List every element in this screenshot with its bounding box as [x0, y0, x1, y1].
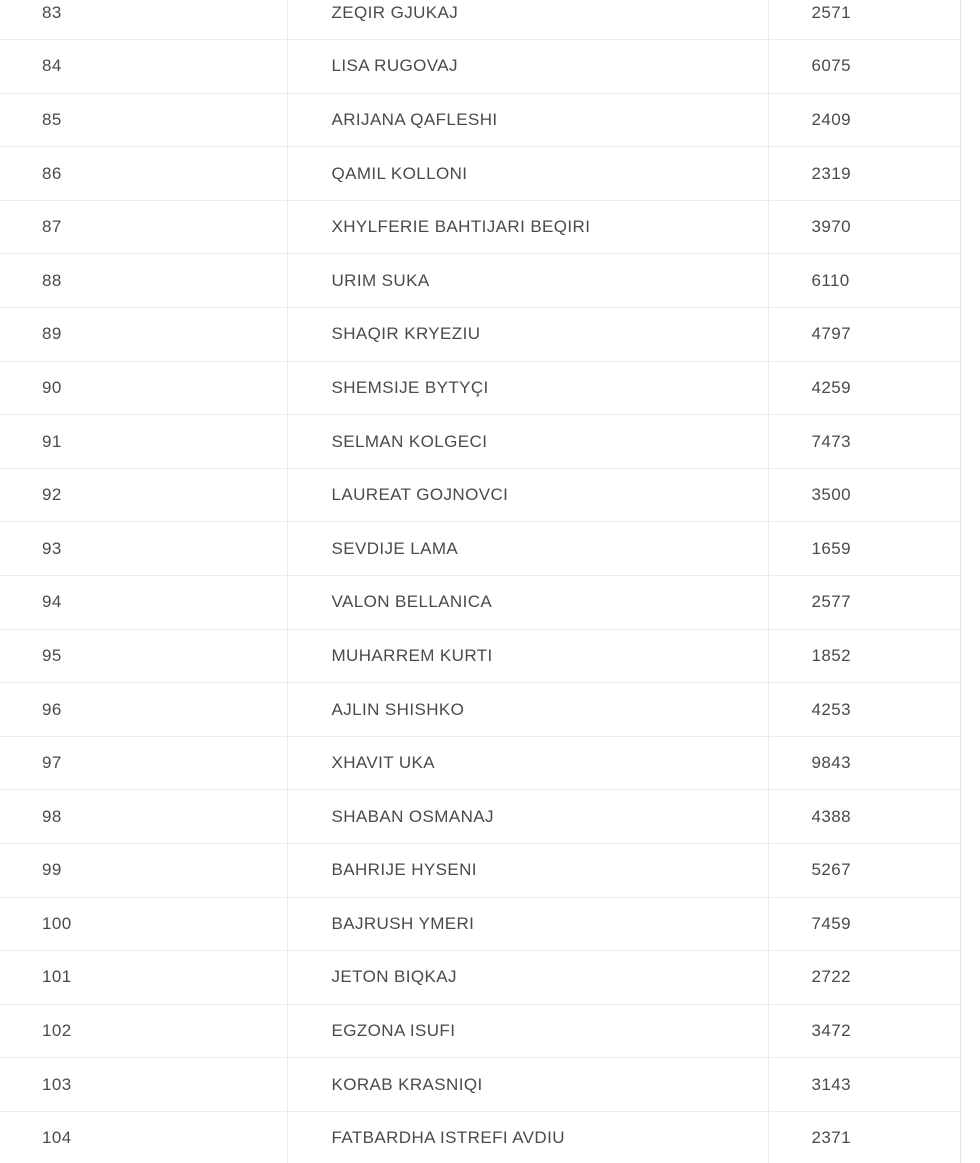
table-row [0, 254, 961, 308]
candidate-number-cell: 102 [0, 1004, 287, 1058]
candidate-name-cell: QAMIL KOLLONI [287, 147, 768, 201]
candidate-name-cell: MUHARREM KURTI [287, 629, 768, 683]
table-row [0, 844, 961, 898]
candidate-name-cell: BAHRIJE HYSENI [287, 844, 768, 898]
candidate-number-cell: 96 [0, 683, 287, 737]
candidate-votes-cell: 4797 [768, 308, 961, 362]
table-row [0, 629, 961, 683]
table-row [0, 200, 961, 254]
candidate-name-cell: SELMAN KOLGECI [287, 415, 768, 469]
candidate-votes-cell: 3472 [768, 1004, 961, 1058]
candidate-name-cell: SHAQIR KRYEZIU [287, 308, 768, 362]
candidate-votes-cell: 1852 [768, 629, 961, 683]
candidate-number-cell: 88 [0, 254, 287, 308]
candidate-name-cell: LAUREAT GOJNOVCI [287, 468, 768, 522]
candidate-name-cell: URIM SUKA [287, 254, 768, 308]
table-row [0, 93, 961, 147]
candidate-votes-cell: 9843 [768, 736, 961, 790]
candidate-number-cell: 86 [0, 147, 287, 201]
candidate-name-cell: XHAVIT UKA [287, 736, 768, 790]
candidate-name-cell: AJLIN SHISHKO [287, 683, 768, 737]
candidate-votes-cell: 6110 [768, 254, 961, 308]
table-row [0, 0, 961, 40]
candidate-name-cell: SEVDIJE LAMA [287, 522, 768, 576]
candidate-votes-cell: 2577 [768, 576, 961, 630]
candidate-votes-cell: 4388 [768, 790, 961, 844]
candidate-number-cell: 87 [0, 200, 287, 254]
candidate-name-cell: XHYLFERIE BAHTIJARI BEQIRI [287, 200, 768, 254]
table-row [0, 790, 961, 844]
candidate-votes-cell: 6075 [768, 40, 961, 94]
candidate-name-cell: JETON BIQKAJ [287, 951, 768, 1005]
candidate-votes-cell: 7473 [768, 415, 961, 469]
candidate-number-cell: 89 [0, 308, 287, 362]
table-row [0, 1058, 961, 1112]
candidate-votes-cell: 2319 [768, 147, 961, 201]
table-row [0, 361, 961, 415]
candidate-votes-cell: 4253 [768, 683, 961, 737]
table-row [0, 147, 961, 201]
candidate-votes-cell: 3500 [768, 468, 961, 522]
candidate-votes-cell: 2371 [768, 1111, 961, 1163]
candidate-number-cell: 93 [0, 522, 287, 576]
candidate-number-cell: 97 [0, 736, 287, 790]
table-row [0, 736, 961, 790]
candidate-number-cell: 100 [0, 897, 287, 951]
candidate-number-cell: 98 [0, 790, 287, 844]
candidate-name-cell: SHABAN OSMANAJ [287, 790, 768, 844]
candidate-number-cell: 104 [0, 1111, 287, 1163]
candidate-votes-cell: 2571 [768, 0, 961, 40]
candidate-votes-cell: 2722 [768, 951, 961, 1005]
table-row [0, 415, 961, 469]
candidate-name-cell: ZEQIR GJUKAJ [287, 0, 768, 40]
table-row [0, 1111, 961, 1163]
table-row [0, 897, 961, 951]
candidate-number-cell: 94 [0, 576, 287, 630]
candidate-votes-cell: 7459 [768, 897, 961, 951]
table-row [0, 951, 961, 1005]
candidate-number-cell: 101 [0, 951, 287, 1005]
table-row [0, 468, 961, 522]
candidate-number-cell: 83 [0, 0, 287, 40]
table-row [0, 1004, 961, 1058]
table-row [0, 576, 961, 630]
candidate-name-cell: BAJRUSH YMERI [287, 897, 768, 951]
candidate-number-cell: 90 [0, 361, 287, 415]
table-row [0, 308, 961, 362]
candidate-votes-cell: 2409 [768, 93, 961, 147]
candidate-name-cell: SHEMSIJE BYTYÇI [287, 361, 768, 415]
table-row [0, 522, 961, 576]
candidate-votes-cell: 5267 [768, 844, 961, 898]
candidate-votes-cell: 3143 [768, 1058, 961, 1112]
candidate-votes-cell: 4259 [768, 361, 961, 415]
table-right-border [960, 0, 961, 1163]
table-row [0, 40, 961, 94]
candidate-number-cell: 95 [0, 629, 287, 683]
candidate-number-cell: 91 [0, 415, 287, 469]
candidate-number-cell: 99 [0, 844, 287, 898]
candidate-number-cell: 103 [0, 1058, 287, 1112]
candidate-name-cell: VALON BELLANICA [287, 576, 768, 630]
candidate-number-cell: 85 [0, 93, 287, 147]
candidate-name-cell: LISA RUGOVAJ [287, 40, 768, 94]
candidate-name-cell: ARIJANA QAFLESHI [287, 93, 768, 147]
candidate-number-cell: 92 [0, 468, 287, 522]
candidate-name-cell: FATBARDHA ISTREFI AVDIU [287, 1111, 768, 1163]
candidate-name-cell: EGZONA ISUFI [287, 1004, 768, 1058]
candidate-name-cell: KORAB KRASNIQI [287, 1058, 768, 1112]
candidate-votes-cell: 1659 [768, 522, 961, 576]
candidate-number-cell: 84 [0, 40, 287, 94]
candidate-votes-cell: 3970 [768, 200, 961, 254]
table-row [0, 683, 961, 737]
